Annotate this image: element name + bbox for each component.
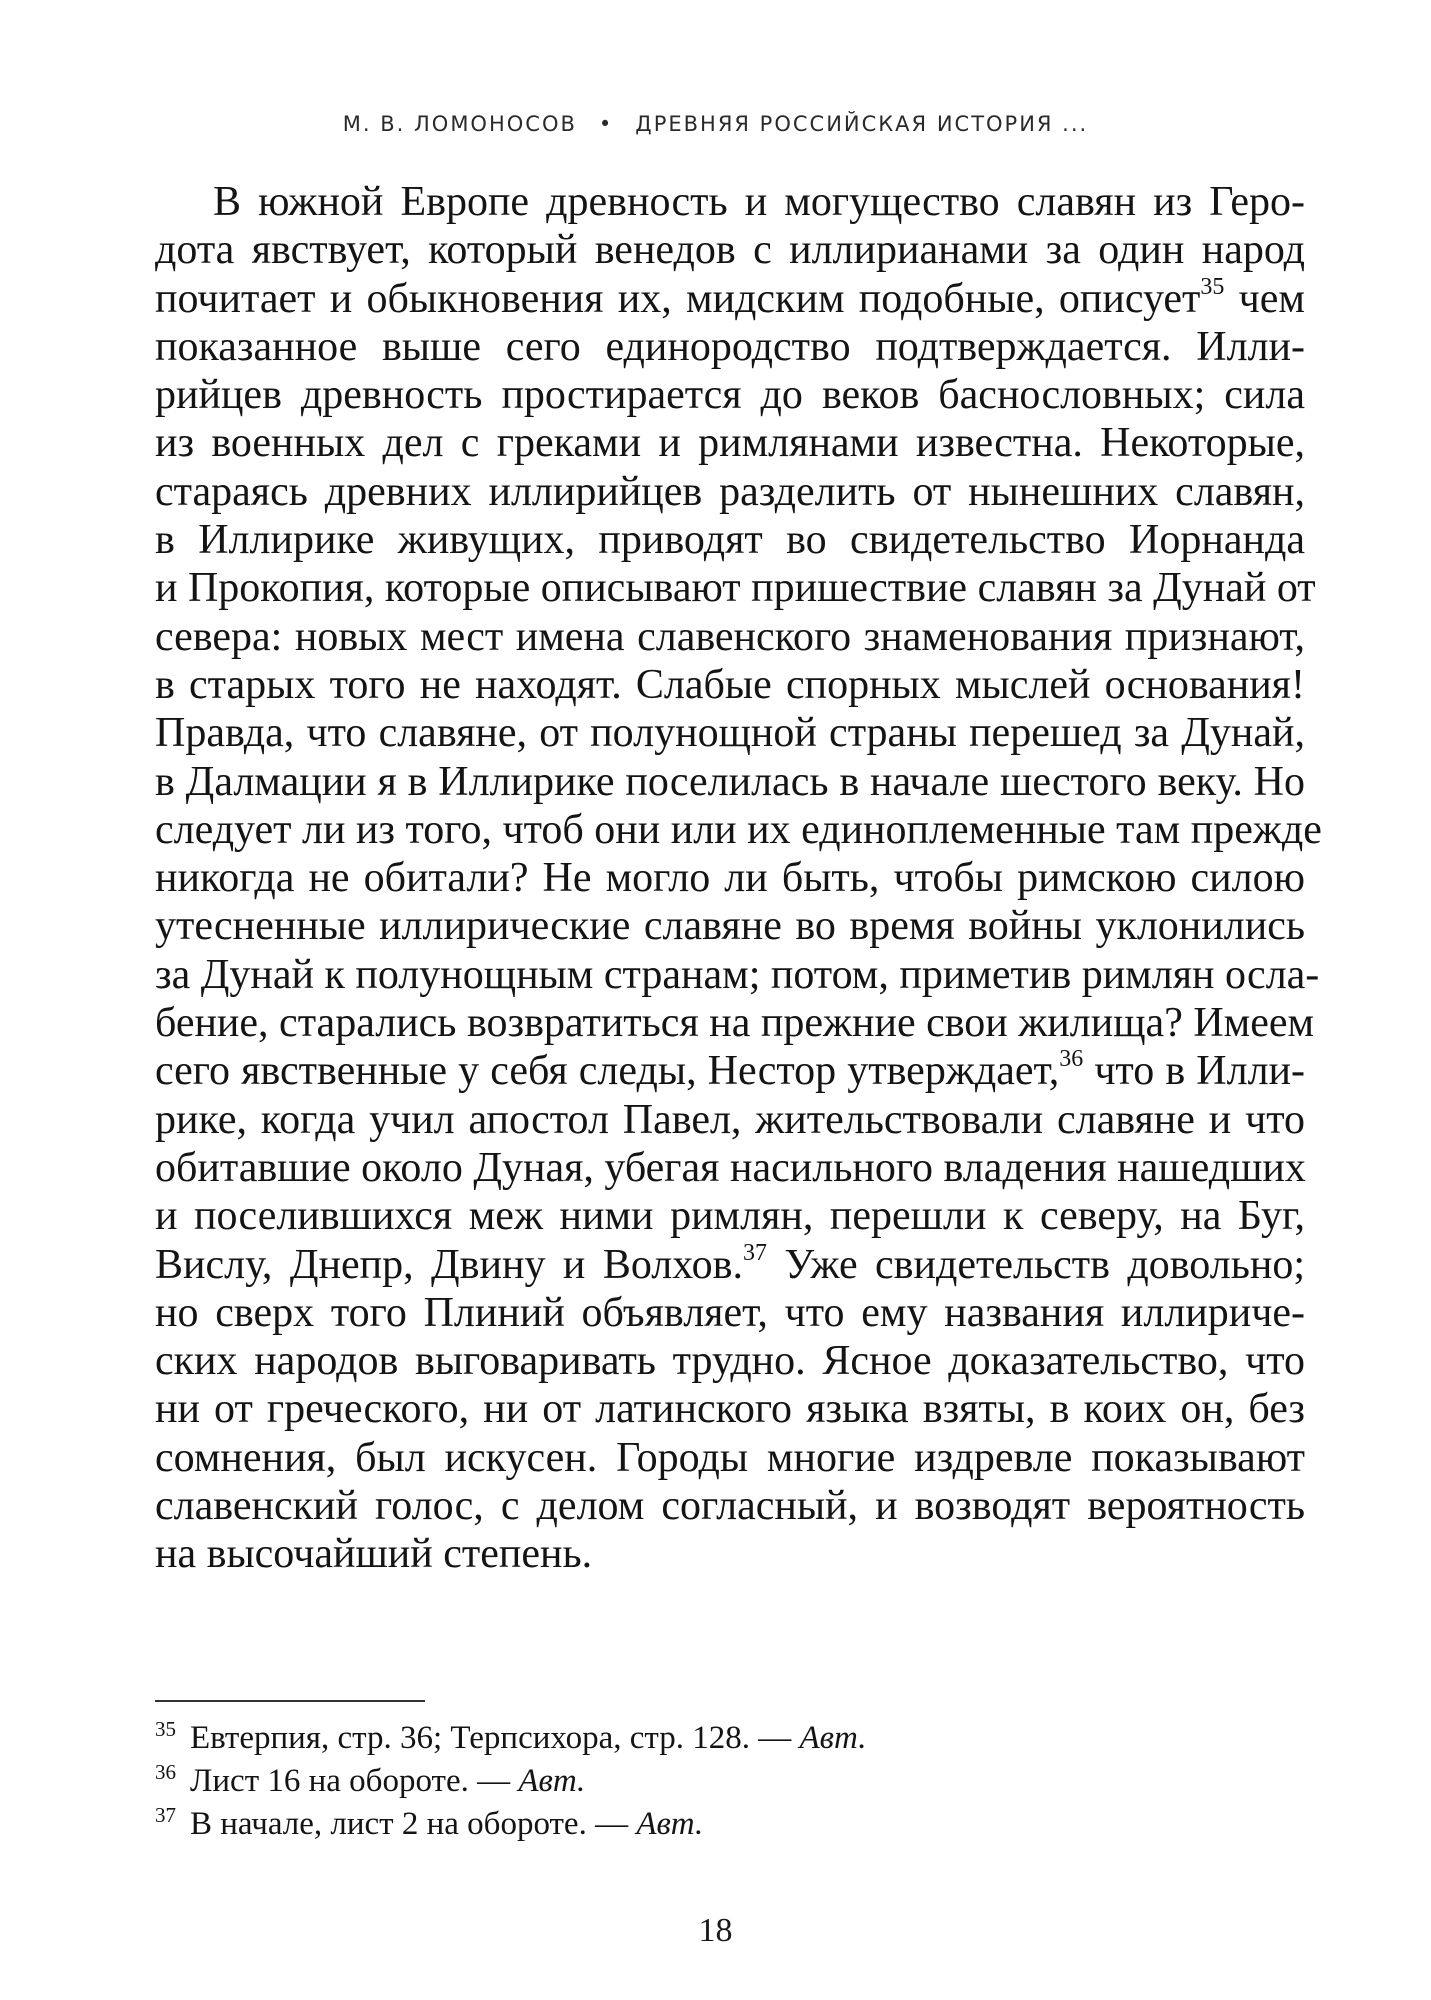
text-line: следует ли из того, чтоб они или их единоплеменные там прежде [155, 806, 1322, 853]
footnote: $^{35}$ Евтерпия, стр. 36; Терпсихора, стр. 128. — Авт. [155, 1717, 867, 1756]
text-line: ни от греческого, ни от латинского языка взяты, в коих он, без [155, 1386, 1305, 1433]
footnote: $^{36}$ Лист 16 на обороте. — Авт. [155, 1760, 586, 1799]
text-line: сего явственные у себя следы, Нестор утверждает,$^{36}$ что в Илли- [155, 1046, 1305, 1095]
text-line: в Далмации я в Иллирике поселилась в начале шестого веку. Но [155, 758, 1305, 805]
text-line: в старых того не находят. Слабые спорных мыслей основания! [155, 661, 1305, 708]
running-head [0, 112, 1431, 136]
text-line: за Дунай к полунощным странам; потом, приметив римлян осла- [155, 951, 1320, 998]
text-line: и Прокопия, которые описывают пришествие славян за Дунай от [155, 565, 1316, 612]
text-line: обитавшие около Дуная, убегая насильного владения нашедших [155, 1144, 1306, 1191]
footnote-number: 37 [155, 1803, 176, 1827]
text-line: севера: новых мест имена славенского знаменования признают, [155, 613, 1305, 660]
running-head-title: ДРЕВНЯЯ РОССИЙСКАЯ ИСТОРИЯ ... [635, 112, 1089, 136]
page-number: 18 [698, 1912, 733, 1949]
text-line: В южной Европе древность и могущество славян из Геро- [213, 179, 1305, 225]
text-line: Вислу, Днепр, Двину и Волхов.$^{37}$ Уже свидетельств довольно; [155, 1239, 1305, 1288]
text-line: почитает и обыкновения их, мидским подобные, описует$^{35}$ чем [155, 273, 1306, 322]
text-line: на высочайший степень. [155, 1531, 593, 1578]
text-line: стараясь древних иллирийцев разделить от нынешних славян, [155, 468, 1305, 515]
text-line: никогда не обитали? Не могло ли быть, чтобы римскою силою [155, 855, 1305, 902]
text-line: и поселившихся меж ними римлян, перешли к северу, на Буг, [155, 1193, 1305, 1240]
running-head-author: М. В. ЛОМОНОСОВ [342, 112, 577, 136]
text-line: но сверх того Плиний объявляет, что ему названия иллириче- [155, 1289, 1305, 1336]
text-line: сомнения, был искусен. Городы многие издревле показывают [155, 1434, 1305, 1481]
text-line: показанное выше сего единородство подтверждается. Илли- [155, 323, 1305, 370]
text-line: рике, когда учил апостол Павел, жительствовали славяне и что [155, 1096, 1305, 1143]
text-line: из военных дел с греками и римлянами известна. Некоторые, [155, 420, 1305, 467]
footnote-ref: 37 [742, 1239, 767, 1266]
text-line: рийцев древность простирается до веков баснословных; сила [155, 372, 1305, 419]
footnote: $^{37}$ В начале, лист 2 на обороте. — Авт. [155, 1803, 704, 1842]
footnote-ref: 36 [1059, 1046, 1084, 1073]
footnote-number: 36 [155, 1760, 176, 1784]
main-text [155, 178, 1322, 1579]
text-line: дота явствует, который венедов с иллирианами за один народ [155, 227, 1305, 274]
text-line: Правда, что славяне, от полунощной страны перешед за Дунай, [155, 710, 1305, 757]
footnote-divider [155, 1700, 425, 1702]
text-line: славенский голос, с делом согласный, и возводят вероятность [155, 1483, 1305, 1530]
text-line: ских народов выговаривать трудно. Ясное доказательство, что [155, 1338, 1305, 1385]
footnote-number: 35 [155, 1717, 176, 1741]
text-line: в Иллирике живущих, приводят во свидетельство Иорнанда [155, 517, 1305, 564]
text-line: утесненные иллирические славяне во время войны уклонились [155, 903, 1305, 950]
text-line: бение, старались возвратиться на прежние свои жилища? Имеем [155, 1000, 1315, 1047]
footnote-ref: 35 [1200, 273, 1225, 300]
footnotes [155, 1717, 1305, 1846]
running-head-separator: • [598, 112, 614, 136]
